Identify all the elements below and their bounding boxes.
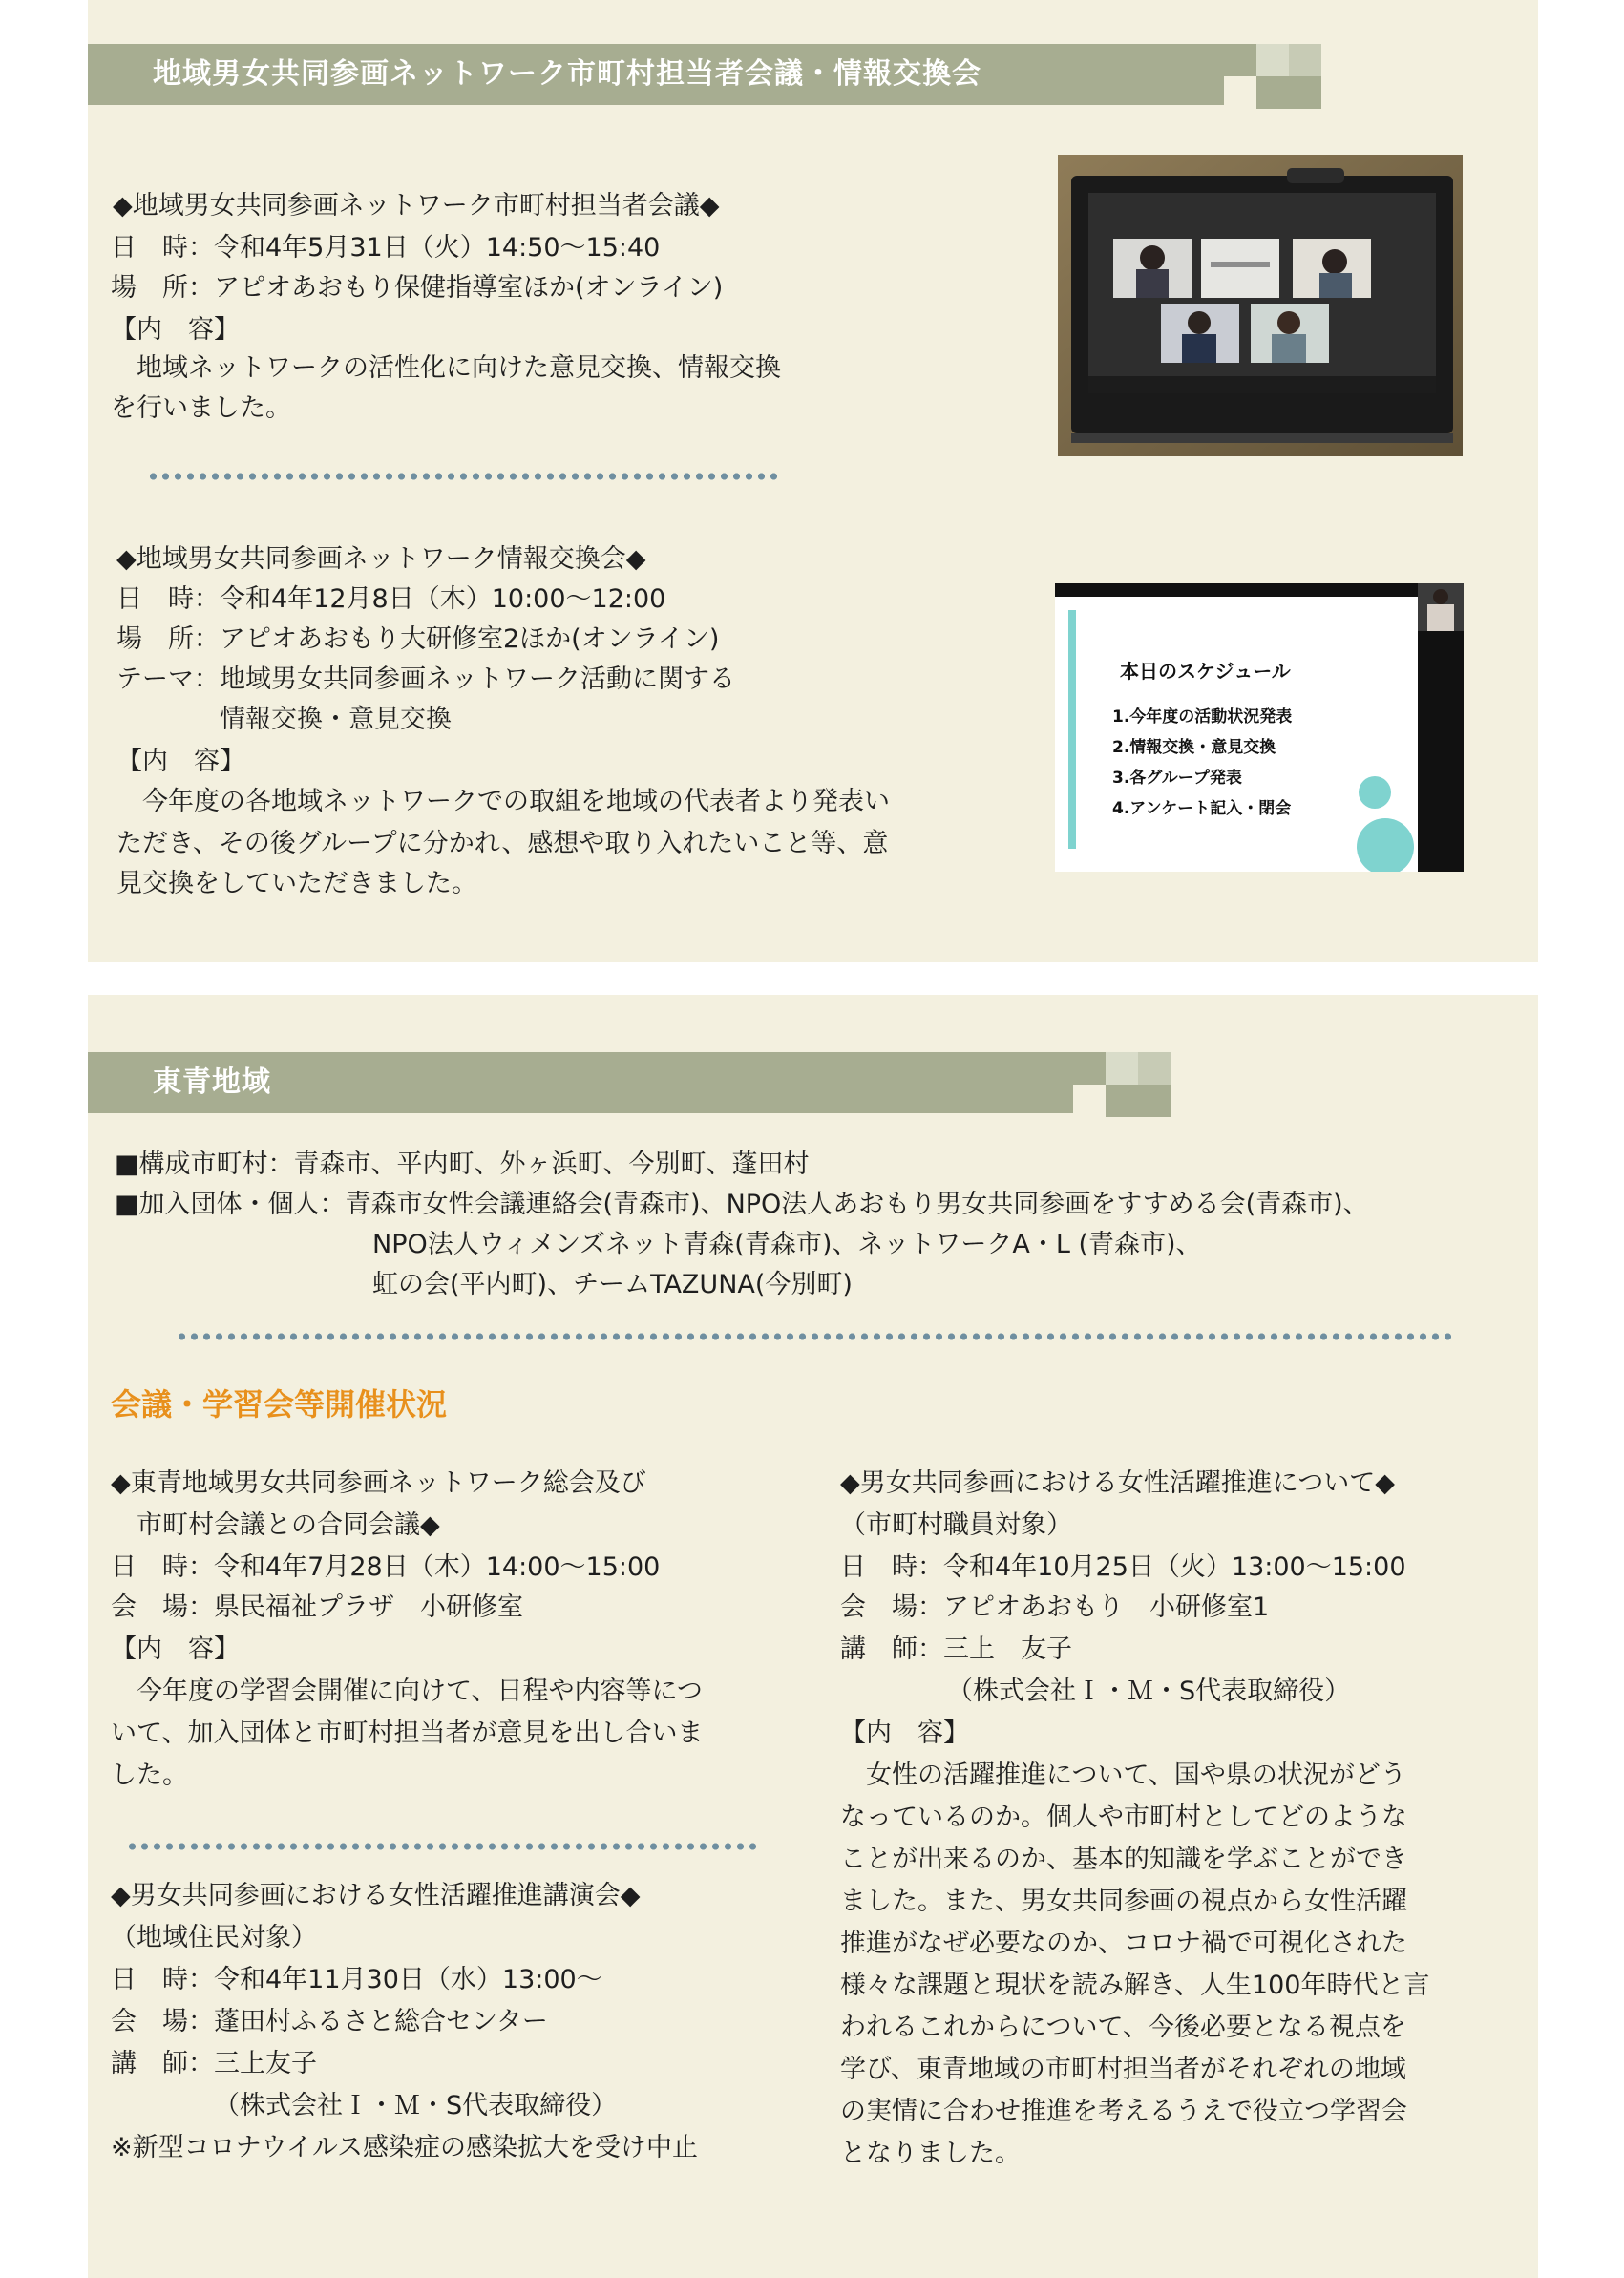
slide-agenda-item: 4.アンケート記入・閉会	[1112, 799, 1292, 818]
training-lecturer-title: （株式会社Ｉ・Ｍ・S代表取締役）	[947, 1677, 1351, 1706]
lecture-target: （地域住民対象）	[111, 1923, 317, 1952]
lecture-date: 日 時：令和4年11月30日（水）13:00～	[111, 1965, 602, 1994]
exchange-content-line: 見交換をしていただきました。	[116, 869, 477, 898]
meeting-heading: ◆地域男女共同参画ネットワーク市町村担当者会議◆	[113, 191, 720, 221]
lecture-heading: ◆男女共同参画における女性活躍推進講演会◆	[111, 1881, 641, 1910]
training-content-line: 様々な課題と現状を読み解き、人生100年時代と言	[840, 1971, 1430, 2000]
meeting-content-label: 【内 容】	[111, 315, 240, 345]
joint-meeting-venue: 会 場：県民福祉プラザ 小研修室	[111, 1592, 523, 1622]
slide-screen	[1055, 597, 1418, 872]
section-touseil-region	[88, 995, 1538, 2278]
training-venue: 会 場：アピオあおもり 小研修室1	[840, 1592, 1270, 1622]
slide-title: 本日のスケジュール	[1120, 660, 1291, 683]
slide-agenda-item: 1.今年度の活動状況発表	[1112, 707, 1293, 727]
slide-accent-bar	[1068, 610, 1076, 849]
training-content-line: ことが出来るのか、基本的知識を学ぶことができ	[840, 1845, 1407, 1874]
dotted-divider	[176, 1331, 1451, 1342]
presenter-body	[1427, 604, 1454, 631]
member-municipalities: ■構成市町村：青森市、平内町、外ヶ浜町、今別町、蓬田村	[115, 1150, 810, 1179]
slide-circle-decoration	[1359, 776, 1391, 809]
decorative-square	[1138, 1052, 1171, 1085]
lecture-cancel-note: ※新型コロナウイルス感染症の感染拡大を受け中止	[111, 2133, 699, 2162]
meeting-content-line: 地域ネットワークの活性化に向けた意見交換、情報交換	[111, 353, 781, 383]
decorative-square	[1224, 44, 1256, 76]
slide-agenda-item: 2.情報交換・意見交換	[1112, 738, 1276, 757]
joint-meeting-heading-continued: 市町村会議との合同会議◆	[111, 1510, 440, 1540]
lecture-lecturer-title: （株式会社Ｉ・Ｍ・S代表取締役）	[214, 2091, 618, 2120]
training-content-line: 推進がなぜ必要なのか、コロナ禍で可視化された	[840, 1929, 1407, 1958]
exchange-content-line: ただき、その後グループに分かれ、感想や取り入れたいこと等、意	[116, 829, 889, 858]
section-network-meeting	[88, 0, 1538, 962]
joint-meeting-date: 日 時：令和4年7月28日（木）14:00～15:00	[111, 1552, 661, 1582]
decorative-square	[1256, 76, 1289, 109]
section-title: 地域男女共同参画ネットワーク市町村担当者会議・情報交換会	[153, 57, 981, 91]
decorative-square	[1138, 1085, 1171, 1117]
training-content-line: ました。また、男女共同参画の視点から女性活躍	[840, 1887, 1407, 1916]
decorative-square	[1073, 1052, 1106, 1085]
training-lecturer: 講 師：三上 友子	[840, 1635, 1072, 1664]
training-heading: ◆男女共同参画における女性活躍推進について◆	[840, 1468, 1395, 1498]
section-header-band	[88, 44, 1224, 105]
training-content-line: 学び、東青地域の市町村担当者がそれぞれの地域	[840, 2055, 1406, 2084]
slide-agenda	[1112, 702, 1292, 824]
exchange-date: 日 時：令和4年12月8日（木）10:00～12:00	[116, 584, 666, 614]
slide-circle-decoration	[1357, 818, 1414, 872]
dotted-divider	[147, 471, 783, 482]
lecture-lecturer: 講 師：三上友子	[111, 2049, 317, 2078]
training-content-label: 【内 容】	[840, 1719, 969, 1748]
member-groups-continued: 虹の会(平内町)、チームTAZUNA(今別町)	[372, 1270, 853, 1299]
meeting-date: 日 時：令和4年5月31日（火）14:50～15:40	[111, 233, 661, 263]
section-title: 東青地域	[153, 1065, 271, 1099]
slide-agenda-item: 3.各グループ発表	[1112, 769, 1242, 788]
training-content-line: 女性の活躍推進について、国や県の状況がどう	[840, 1761, 1406, 1790]
training-content-line: の実情に合わせ推進を考えるうえで役立つ学習会	[840, 2097, 1407, 2126]
joint-meeting-content-label: 【内 容】	[111, 1635, 240, 1664]
status-title: 会議・学習会等開催状況	[111, 1386, 448, 1423]
decorative-square	[1256, 44, 1289, 76]
joint-meeting-heading: ◆東青地域男女共同参画ネットワーク総会及び	[111, 1468, 646, 1498]
lecture-venue: 会 場：蓬田村ふるさと総合センター	[111, 2007, 548, 2036]
schedule-slide-photo	[1055, 583, 1464, 872]
exchange-heading: ◆地域男女共同参画ネットワーク情報交換会◆	[116, 544, 646, 574]
exchange-place: 場 所：アピオあおもり大研修室2ほか(オンライン)	[116, 624, 720, 654]
presenter-thumbnail	[1418, 583, 1464, 631]
member-groups: ■加入団体・個人：青森市女性会議連絡会(青森市)、NPO法人あおもり男女共同参画をすすめる会(青森市)、	[115, 1190, 1369, 1219]
exchange-theme: テーマ：地域男女共同参画ネットワーク活動に関する	[116, 664, 735, 694]
training-date: 日 時：令和4年10月25日（火）13:00～15:00	[840, 1552, 1406, 1582]
dotted-divider	[126, 1841, 758, 1852]
decorative-square	[1289, 44, 1321, 76]
decorative-square	[1106, 1052, 1138, 1085]
joint-meeting-content-line: いて、加入団体と市町村担当者が意見を出し合いま	[111, 1719, 704, 1748]
exchange-theme-continued: 情報交換・意見交換	[116, 705, 452, 734]
exchange-content-line: 今年度の各地域ネットワークでの取組を地域の代表者より発表い	[116, 787, 890, 816]
exchange-content-label: 【内 容】	[116, 747, 245, 776]
section-header-band	[88, 1052, 1073, 1113]
presenter-head	[1433, 589, 1448, 604]
training-content-line: われるこれからについて、今後必要となる視点を	[840, 2013, 1406, 2042]
laptop-video-call-image	[1058, 155, 1463, 456]
member-groups-continued: NPO法人ウィメンズネット青森(青森市)、ネットワークA・L (青森市)、	[372, 1230, 1202, 1259]
decorative-square	[1106, 1085, 1138, 1117]
online-meeting-photo	[1058, 155, 1463, 456]
training-content-line: なっているのか。個人や市町村としてどのような	[840, 1803, 1407, 1832]
meeting-content-line: を行いました。	[111, 393, 291, 423]
meeting-place: 場 所：アピオあおもり保健指導室ほか(オンライン)	[111, 273, 724, 303]
joint-meeting-content-line: した。	[111, 1761, 188, 1790]
training-target: （市町村職員対象）	[840, 1510, 1072, 1540]
decorative-square	[1289, 76, 1321, 109]
training-content-line: となりました。	[840, 2139, 1021, 2168]
joint-meeting-content-line: 今年度の学習会開催に向けて、日程や内容等につ	[111, 1677, 703, 1706]
